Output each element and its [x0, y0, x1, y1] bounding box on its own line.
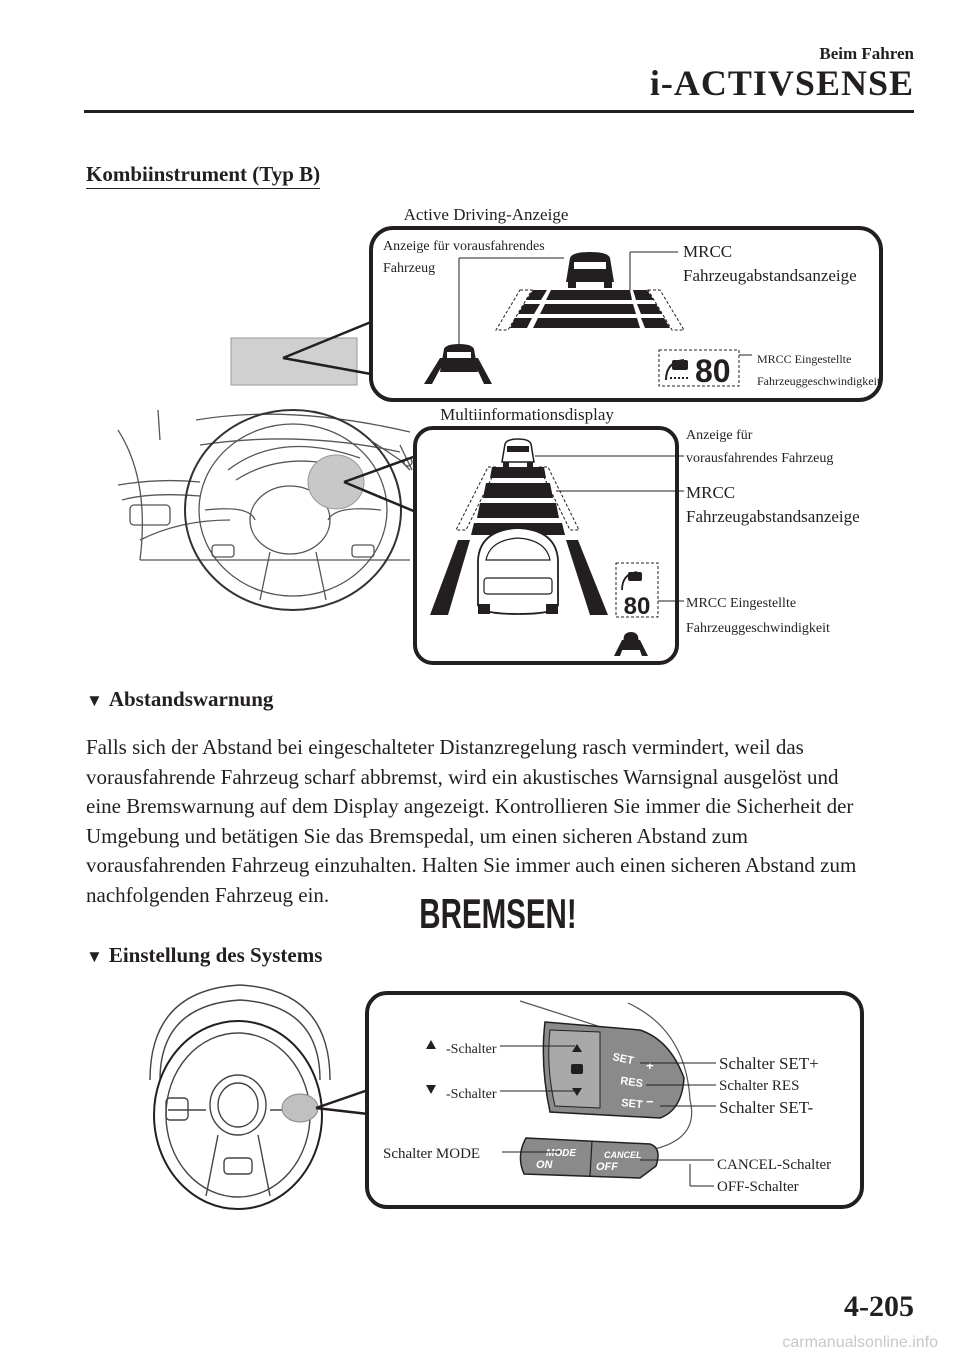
- mid-front-vehicle-label-2: vorausfahrendes Fahrzeug: [686, 451, 834, 466]
- triangle-down-icon: ▼: [86, 947, 103, 966]
- paragraph-line: Falls sich der Abstand bei eingeschalteter Distanzregelung rasch vermindert, weil das: [86, 735, 804, 759]
- mid-label: Multiinformationsdisplay: [440, 405, 614, 424]
- mid-speed-label-1: MRCC Eingestellte: [686, 596, 797, 611]
- btn-off[interactable]: OFF: [596, 1161, 618, 1173]
- ad-mrcc-label-1: MRCC: [683, 242, 733, 261]
- cancel-label: CANCEL-Schalter: [717, 1157, 832, 1173]
- dashboard-sketch: [118, 410, 412, 610]
- abstand-heading-text: Abstandswarnung: [108, 687, 274, 711]
- btn-res[interactable]: RES: [619, 1075, 644, 1091]
- steering-switch-figure: [150, 985, 862, 1209]
- ad-front-vehicle-label-1: Anzeige für vorausfahrendes: [383, 239, 545, 254]
- abstand-paragraph: [86, 733, 916, 910]
- off-label: OFF-Schalter: [717, 1179, 799, 1195]
- footer-url[interactable]: carmanualsonline.info: [782, 1334, 938, 1351]
- paragraph-line: eine Bremswarnung auf dem Display angezeigt. Kontrollieren Sie immer die Sicherheit der: [86, 794, 854, 818]
- ad-mrcc-label-2: Fahrzeugabstandsanzeige: [683, 266, 857, 285]
- btn-set-plus[interactable]: SET: [611, 1051, 635, 1068]
- set-minus-label: Schalter SET-: [719, 1098, 814, 1117]
- btn-mode[interactable]: MODE: [546, 1148, 576, 1159]
- mid-mrcc-label-1: MRCC: [686, 483, 736, 502]
- paragraph-line: vorausfahrende Fahrzeug scharf abbremst, wird ein akustisches Warnsignal ausgelöst und: [86, 764, 839, 789]
- page-number: 4-205: [844, 1290, 914, 1323]
- mid-speed-value: 80: [623, 593, 651, 620]
- paragraph-line: Umgebung und betätigen Sie das Bremspedal, um einen sicheren Abstand zum: [86, 823, 748, 848]
- active-driving-figure: [231, 205, 881, 400]
- einstellung-heading-text: Einstellung des Systems: [108, 943, 323, 967]
- btn-minus[interactable]: −: [646, 1094, 654, 1109]
- active-driving-label: Active Driving-Anzeige: [403, 205, 569, 224]
- btn-set-minus[interactable]: SET: [620, 1097, 644, 1112]
- windshield-location: [231, 338, 357, 385]
- header-section: Beim Fahren: [819, 44, 914, 63]
- btn-cancel[interactable]: CANCEL: [604, 1150, 642, 1160]
- up-switch-label: -Schalter: [446, 1042, 497, 1057]
- triangle-down-icon: ▼: [86, 691, 103, 710]
- kombi-heading: Kombiinstrument (Typ B): [86, 162, 320, 189]
- btn-plus[interactable]: +: [646, 1058, 654, 1073]
- mid-location: [308, 455, 364, 509]
- dashboard-figure: [118, 405, 860, 663]
- page-title: i-ACTIVSENSE: [649, 63, 914, 103]
- ad-speed-label-1: MRCC Eingestellte: [757, 352, 852, 366]
- down-switch-label: -Schalter: [446, 1087, 497, 1102]
- ad-speed-value: 80: [695, 353, 731, 389]
- abstand-heading: [86, 687, 273, 712]
- einstellung-heading: [86, 943, 322, 968]
- set-plus-label: Schalter SET+: [719, 1054, 819, 1073]
- paragraph-line: vorausfahrenden Fahrzeug einzuhalten. Halten Sie immer auch einen sicheren Abstand zum: [86, 853, 857, 877]
- mid-own-vehicle-icon: [478, 528, 558, 614]
- mid-mrcc-label-2: Fahrzeugabstandsanzeige: [686, 507, 860, 526]
- btn-on[interactable]: ON: [536, 1159, 553, 1171]
- ad-front-vehicle-label-2: Fahrzeug: [383, 261, 436, 276]
- mid-speed-label-2: Fahrzeuggeschwindigkeit: [686, 621, 830, 636]
- res-label: Schalter RES: [719, 1078, 800, 1094]
- mid-front-vehicle-label-1: Anzeige für: [686, 428, 753, 443]
- paragraph-line: nachfolgenden Fahrzeug ein.: [86, 882, 330, 907]
- ad-speed-label-2: Fahrzeuggeschwindigkeit: [757, 374, 881, 388]
- bremsen-warning: BREMSEN!: [419, 890, 577, 938]
- mode-label: Schalter MODE: [383, 1146, 481, 1162]
